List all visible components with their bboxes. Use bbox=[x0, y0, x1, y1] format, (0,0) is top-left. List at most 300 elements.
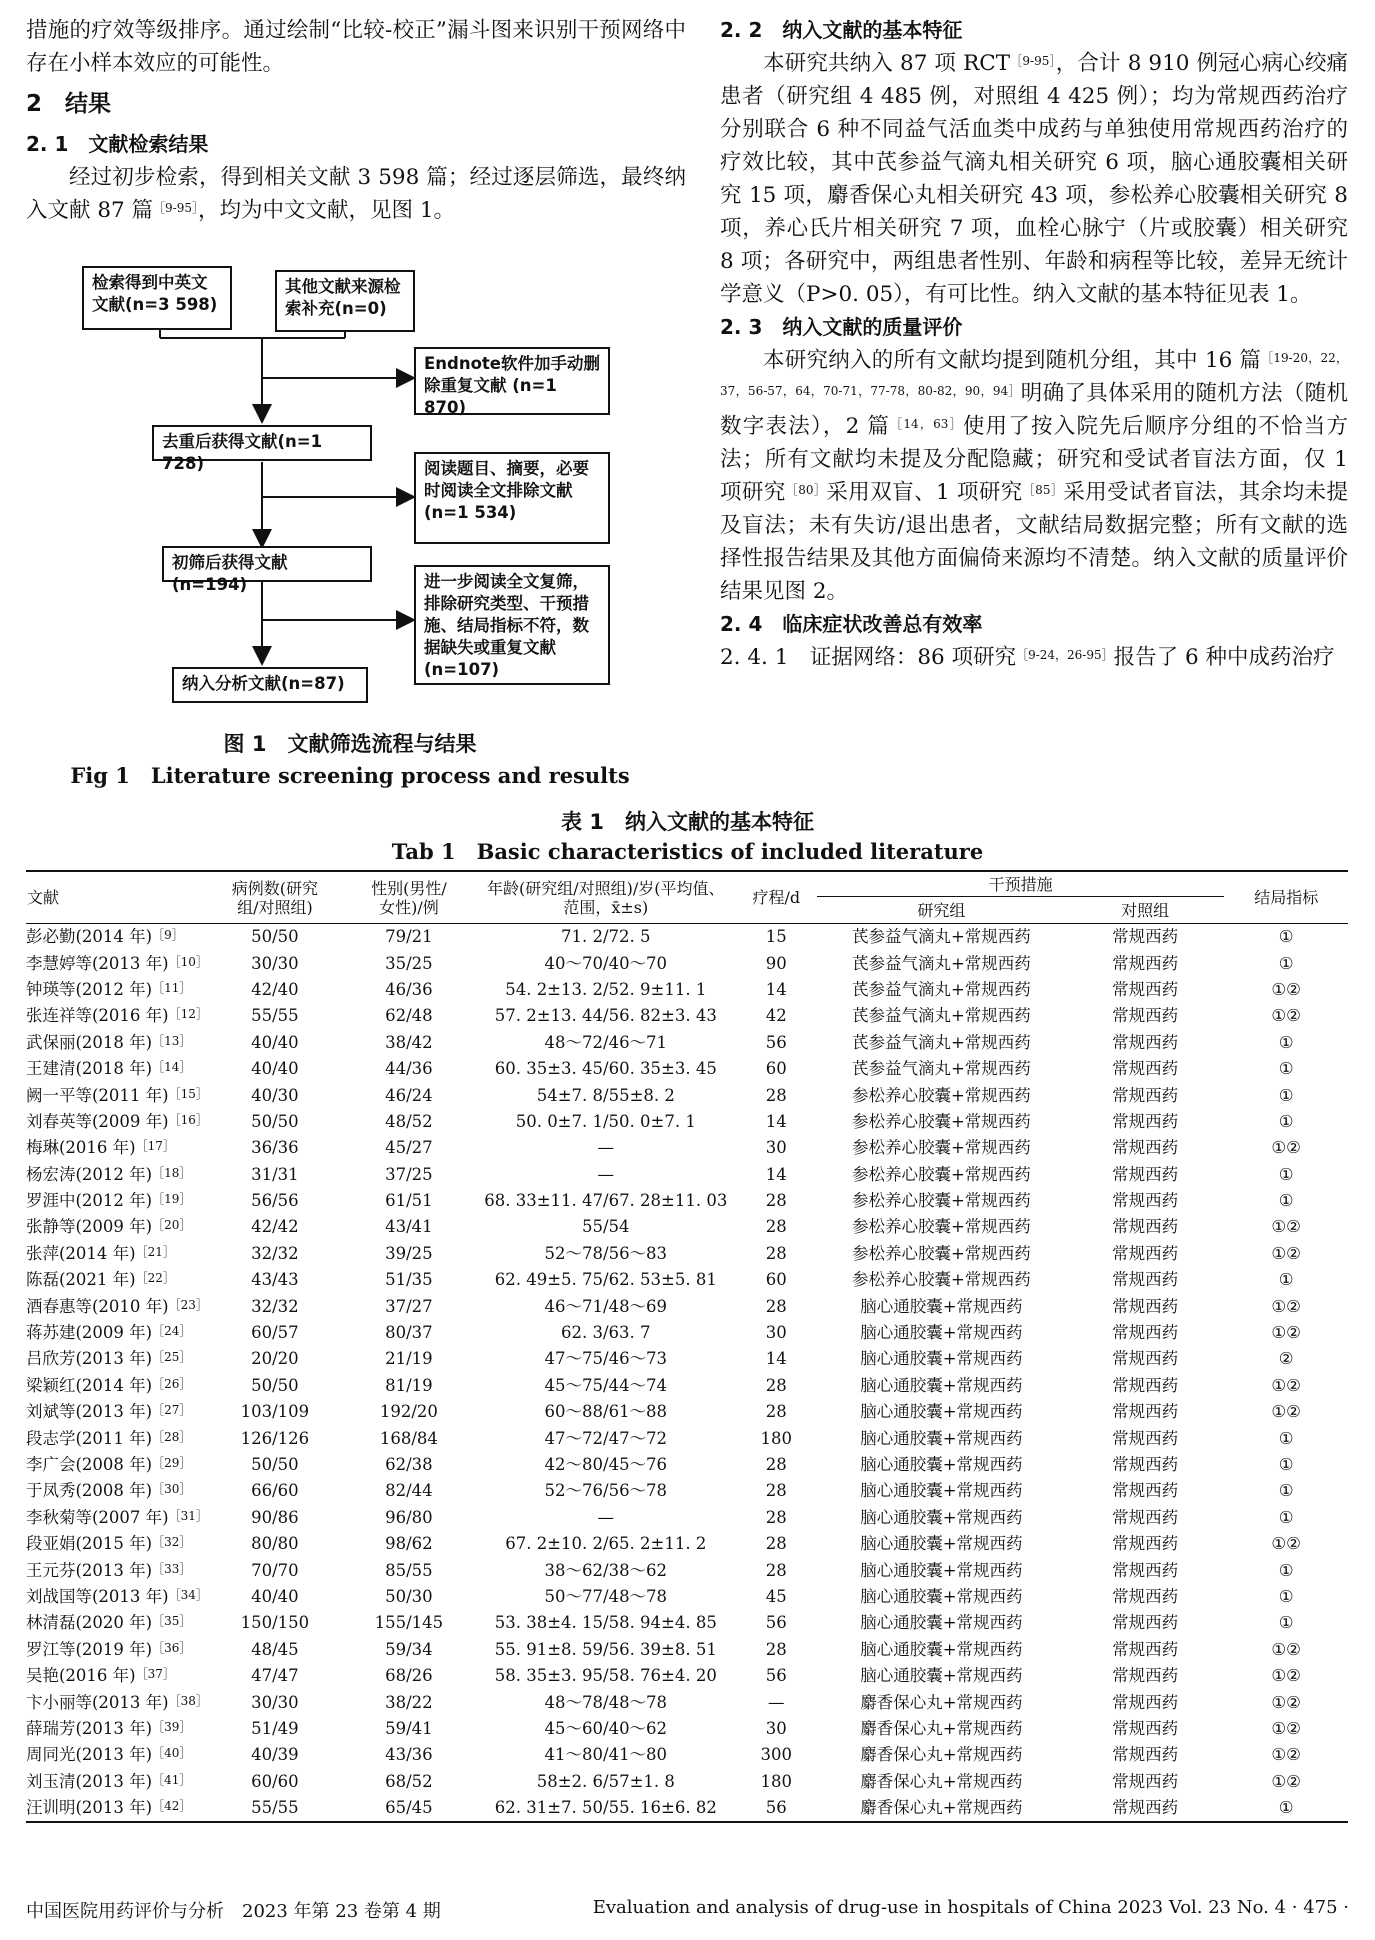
table-cell-treat: 参松养心胶囊+常规西药 bbox=[851, 1243, 1031, 1263]
table-cell-age: 46～71/48～69 bbox=[544, 1296, 668, 1316]
table-cell-sex: 80/37 bbox=[385, 1323, 433, 1343]
table-row bbox=[26, 1689, 1348, 1715]
table-row bbox=[26, 1425, 1348, 1451]
col-header-course: 疗程/d bbox=[752, 888, 801, 907]
table-cell-course: 28 bbox=[765, 1481, 787, 1501]
table-cell-cases: 80/80 bbox=[251, 1534, 299, 1554]
table-row bbox=[26, 1188, 1348, 1214]
table-cell-age: 60. 35±3. 45/60. 35±3. 45 bbox=[494, 1059, 717, 1079]
table-cell-cases: 32/32 bbox=[251, 1296, 299, 1316]
table-cell-treat: 脑心通胶囊+常规西药 bbox=[860, 1375, 1023, 1395]
col-header-study: 文献 bbox=[27, 888, 60, 907]
table-row bbox=[26, 1531, 1348, 1557]
table-cell-sex: 62/48 bbox=[385, 1006, 433, 1026]
table-cell-cases: 40/40 bbox=[251, 1586, 299, 1606]
table-cell-treat: 麝香保心丸+常规西药 bbox=[860, 1692, 1023, 1712]
table-row bbox=[26, 950, 1348, 976]
table-cell-course: 28 bbox=[765, 1639, 787, 1659]
table-row bbox=[26, 977, 1348, 1003]
table-cell-control: 常规西药 bbox=[1112, 1164, 1179, 1184]
table-cell-treat: 脑心通胶囊+常规西药 bbox=[860, 1323, 1023, 1343]
table-cell-course: 42 bbox=[765, 1006, 787, 1026]
table-cell-study: 刘春英等(2009 年)$^{[16]}$ bbox=[26, 1111, 208, 1131]
table-cell-sex: 59/41 bbox=[385, 1718, 433, 1738]
table-cell-control: 常规西药 bbox=[1112, 1349, 1179, 1369]
table-cell-treat: 麝香保心丸+常规西药 bbox=[860, 1745, 1023, 1765]
citation: ［9-95］ bbox=[153, 201, 198, 215]
citation: ［34］ bbox=[168, 1587, 208, 1602]
table-cell-control: 常规西药 bbox=[1112, 927, 1179, 947]
table-cell-sex: 85/55 bbox=[385, 1560, 433, 1580]
table-cell-sex: 59/34 bbox=[385, 1639, 433, 1659]
table-cell-sex: 37/27 bbox=[385, 1296, 433, 1316]
table-cell-treat: 脑心通胶囊+常规西药 bbox=[860, 1560, 1023, 1580]
table-cell-course: 180 bbox=[760, 1428, 793, 1448]
table-cell-age: 47～75/46～73 bbox=[544, 1349, 668, 1369]
table-cell-outcome: ①② bbox=[1271, 1745, 1301, 1765]
table-cell-sex: 68/26 bbox=[385, 1666, 433, 1686]
citation: ［22］ bbox=[135, 1271, 175, 1286]
footer-journal-en: Evaluation and analysis of drug-use in hospitals of China 2023 Vol. 23 No. 4 · 475 · bbox=[592, 1897, 1349, 1918]
table-cell-age: 62. 31±7. 50/55. 16±6. 82 bbox=[494, 1798, 717, 1818]
figure-caption-cn: 图 1 文献筛选流程与结果 bbox=[223, 732, 477, 756]
table-cell-outcome: ① bbox=[1278, 1032, 1294, 1052]
table-row bbox=[26, 1742, 1348, 1768]
table-cell-course: 28 bbox=[765, 1560, 787, 1580]
table-cell-control: 常规西药 bbox=[1112, 1771, 1179, 1791]
table-cell-study: 蒋苏建(2009 年)$^{[24]}$ bbox=[26, 1323, 192, 1343]
citation: ［12］ bbox=[168, 1007, 208, 1022]
table-cell-course: 56 bbox=[765, 1032, 787, 1052]
table-cell-outcome: ① bbox=[1278, 1586, 1294, 1606]
col-header-sex: 性别(男性/女性)/例 bbox=[371, 878, 447, 917]
table-cell-study: 钟瑛等(2012 年)$^{[11]}$ bbox=[26, 979, 192, 999]
table-cell-course: 28 bbox=[765, 1534, 787, 1554]
table-cell-control: 常规西药 bbox=[1112, 1639, 1179, 1659]
table-cell-study: 陈磊(2021 年)$^{[22]}$ bbox=[26, 1270, 175, 1290]
table-cell-outcome: ① bbox=[1278, 1455, 1294, 1474]
table-cell-course: 14 bbox=[765, 979, 787, 999]
table-row bbox=[26, 1320, 1348, 1346]
table-row bbox=[26, 1663, 1348, 1689]
table-cell-age: 52～76/56～78 bbox=[544, 1481, 668, 1501]
table-cell-control: 常规西药 bbox=[1112, 1032, 1179, 1052]
table-cell-age: 48～72/46～71 bbox=[544, 1032, 668, 1052]
table-row bbox=[26, 1557, 1348, 1583]
citation: ［36］ bbox=[152, 1640, 192, 1655]
table-cell-cases: 40/40 bbox=[251, 1059, 299, 1079]
citation: ［16］ bbox=[168, 1112, 208, 1127]
flow-box-exclude-abstract: 阅读题目、摘要，必要时阅读全文排除文献(n=1 534) bbox=[414, 452, 610, 544]
table-cell-course: 60 bbox=[765, 1059, 787, 1079]
table-cell-outcome: ① bbox=[1278, 953, 1294, 973]
table-cell-study: 罗江等(2019 年)$^{[36]}$ bbox=[26, 1639, 192, 1659]
table-row bbox=[26, 1030, 1348, 1056]
table-cell-cases: 60/60 bbox=[251, 1771, 299, 1791]
table-cell-sex: 79/21 bbox=[385, 927, 433, 947]
table-cell-treat: 芪参益气滴丸+常规西药 bbox=[851, 979, 1031, 999]
table-cell-control: 常规西药 bbox=[1112, 979, 1179, 999]
table-title-cn: 表 1 纳入文献的基本特征 bbox=[561, 810, 814, 834]
table-cell-age: — bbox=[597, 1138, 615, 1158]
table-cell-study: 阙一平等(2011 年)$^{[15]}$ bbox=[26, 1085, 208, 1105]
table-cell-sex: 61/51 bbox=[385, 1191, 433, 1211]
table-row bbox=[26, 1399, 1348, 1425]
table-cell-treat: 麝香保心丸+常规西药 bbox=[860, 1798, 1023, 1818]
citation: ［30］ bbox=[152, 1482, 192, 1497]
citation: ［39］ bbox=[152, 1719, 192, 1734]
table-row bbox=[26, 1346, 1348, 1372]
table-cell-cases: 20/20 bbox=[251, 1349, 299, 1369]
col-header-outcome: 结局指标 bbox=[1254, 888, 1319, 907]
table-cell-course: 28 bbox=[765, 1296, 787, 1316]
table-cell-sex: 44/36 bbox=[385, 1059, 433, 1079]
table-cell-outcome: ①② bbox=[1271, 1296, 1301, 1316]
citation: ［85］ bbox=[1022, 483, 1064, 497]
table-cell-study: 张连祥等(2016 年)$^{[12]}$ bbox=[26, 1006, 208, 1026]
table-cell-course: 14 bbox=[765, 1111, 787, 1131]
table-cell-study: 张静等(2009 年)$^{[20]}$ bbox=[26, 1217, 192, 1237]
table-cell-treat: 脑心通胶囊+常规西药 bbox=[860, 1639, 1023, 1659]
table-row bbox=[26, 924, 1348, 951]
table-cell-age: 40～70/40～70 bbox=[544, 953, 668, 973]
table-cell-cases: 30/30 bbox=[251, 1692, 299, 1712]
basic-heading: 2. 2 纳入文献的基本特征 bbox=[720, 18, 963, 42]
flowchart-figure bbox=[0, 0, 700, 800]
table-cell-control: 常规西药 bbox=[1112, 1270, 1179, 1290]
table-cell-treat: 麝香保心丸+常规西药 bbox=[860, 1771, 1023, 1791]
col-header-age: 年龄(研究组/对照组)/岁(平均值、范围，x̄±s) bbox=[487, 878, 725, 917]
citation: ［17］ bbox=[135, 1139, 175, 1154]
table-cell-age: 38～62/38～62 bbox=[544, 1560, 668, 1580]
table-cell-treat: 芪参益气滴丸+常规西药 bbox=[851, 1032, 1031, 1052]
table-cell-sex: 155/145 bbox=[374, 1613, 444, 1633]
table-cell-course: 300 bbox=[760, 1745, 793, 1765]
table-row bbox=[26, 1637, 1348, 1663]
table-body bbox=[26, 924, 1348, 1823]
table-cell-treat: 脑心通胶囊+常规西药 bbox=[860, 1481, 1023, 1501]
table-cell-age: 53. 38±4. 15/58. 94±4. 85 bbox=[494, 1613, 717, 1633]
table-cell-sex: 39/25 bbox=[385, 1243, 433, 1263]
table-cell-cases: 36/36 bbox=[251, 1138, 299, 1158]
table-cell-age: 54±7. 8/55±8. 2 bbox=[536, 1085, 675, 1105]
table-row bbox=[26, 1056, 1348, 1082]
col-header-cases: 病例数(研究组/对照组) bbox=[231, 878, 319, 917]
table-row bbox=[26, 1584, 1348, 1610]
table-cell-treat: 脑心通胶囊+常规西药 bbox=[860, 1349, 1023, 1369]
table-cell-control: 常规西药 bbox=[1112, 1745, 1179, 1765]
table-cell-age: 54. 2±13. 2/52. 9±11. 1 bbox=[505, 979, 707, 999]
table-cell-outcome: ①② bbox=[1271, 1692, 1301, 1712]
citation: ［14，63］ bbox=[890, 417, 963, 431]
citation: ［18］ bbox=[152, 1165, 192, 1180]
table-cell-age: 58±2. 6/57±1. 8 bbox=[536, 1771, 675, 1791]
table-cell-cases: 50/50 bbox=[251, 1375, 299, 1395]
table-cell-control: 常规西药 bbox=[1112, 1428, 1179, 1448]
table-cell-sex: 43/41 bbox=[385, 1217, 433, 1237]
table-cell-treat: 芪参益气滴丸+常规西药 bbox=[851, 1059, 1031, 1079]
table-cell-outcome: ①② bbox=[1271, 1323, 1301, 1343]
results-heading: 2 结果 bbox=[26, 91, 112, 117]
table-cell-study: 梁颖红(2014 年)$^{[26]}$ bbox=[26, 1375, 192, 1395]
table-cell-study: 刘玉清(2013 年)$^{[41]}$ bbox=[26, 1771, 192, 1791]
table-cell-control: 常规西药 bbox=[1112, 1560, 1179, 1580]
citation: ［21］ bbox=[135, 1244, 175, 1259]
table-cell-age: 60～88/61～88 bbox=[544, 1402, 668, 1422]
table-cell-sex: 43/36 bbox=[385, 1745, 433, 1765]
table-cell-course: 30 bbox=[765, 1718, 787, 1738]
table-cell-outcome: ①② bbox=[1271, 1534, 1301, 1554]
table-cell-study: 罗涯中(2012 年)$^{[19]}$ bbox=[26, 1191, 192, 1211]
table-row bbox=[26, 1293, 1348, 1319]
table-cell-cases: 56/56 bbox=[251, 1191, 299, 1211]
table-cell-cases: 50/50 bbox=[251, 1111, 299, 1131]
table-cell-control: 常规西药 bbox=[1112, 953, 1179, 973]
table-cell-sex: 65/45 bbox=[385, 1798, 433, 1818]
table-cell-course: 28 bbox=[765, 1085, 787, 1105]
table-cell-study: 李秋菊等(2007 年)$^{[31]}$ bbox=[26, 1507, 208, 1527]
table-cell-sex: 46/36 bbox=[385, 979, 433, 999]
citation: ［29］ bbox=[152, 1456, 192, 1470]
table-cell-outcome: ① bbox=[1278, 1798, 1294, 1818]
table-cell-sex: 37/25 bbox=[385, 1164, 433, 1184]
intro-paragraph: 措施的疗效等级排序。通过绘制“比较-校正”漏斗图来识别干预网络中存在小样本效应的可能性。 bbox=[26, 18, 686, 76]
table-cell-cases: 103/109 bbox=[240, 1402, 310, 1422]
table-cell-control: 常规西药 bbox=[1112, 1666, 1179, 1686]
table-cell-age: — bbox=[597, 1507, 615, 1527]
table-cell-course: 14 bbox=[765, 1164, 787, 1184]
citation: ［38］ bbox=[168, 1693, 208, 1708]
table-cell-study: 李慧婷等(2013 年)$^{[10]}$ bbox=[26, 953, 208, 973]
table-cell-treat: 脑心通胶囊+常规西药 bbox=[860, 1534, 1023, 1554]
flow-box-after-dedup: 去重后获得文献(n=1 728) bbox=[152, 425, 372, 461]
figure-caption-en: Fig 1 Literature screening process and results bbox=[70, 763, 630, 788]
table-cell-age: 52～78/56～83 bbox=[544, 1243, 668, 1263]
table-cell-course: 56 bbox=[765, 1798, 787, 1818]
table-cell-treat: 脑心通胶囊+常规西药 bbox=[860, 1586, 1023, 1606]
table-cell-outcome: ① bbox=[1278, 1507, 1294, 1527]
table-cell-control: 常规西药 bbox=[1112, 1217, 1179, 1237]
table-cell-outcome: ① bbox=[1278, 1191, 1294, 1211]
table-row bbox=[26, 1795, 1348, 1822]
table-cell-age: 67. 2±10. 2/65. 2±11. 2 bbox=[505, 1534, 707, 1554]
table-row bbox=[26, 1478, 1348, 1504]
table-cell-treat: 参松养心胶囊+常规西药 bbox=[851, 1164, 1031, 1184]
table-cell-treat: 参松养心胶囊+常规西药 bbox=[851, 1085, 1031, 1105]
table-cell-course: 56 bbox=[765, 1666, 787, 1686]
footer-journal-cn: 中国医院用药评价与分析 2023 年第 23 卷第 4 期 bbox=[26, 1901, 441, 1922]
citation: ［19］ bbox=[152, 1192, 192, 1207]
citation: ［24］ bbox=[152, 1324, 192, 1339]
table-cell-control: 常规西药 bbox=[1112, 1507, 1179, 1527]
citation: ［9］ bbox=[152, 928, 184, 943]
table-cell-control: 常规西药 bbox=[1112, 1085, 1179, 1105]
table-cell-sex: 81/19 bbox=[385, 1375, 433, 1395]
quality-heading: 2. 3 纳入文献的质量评价 bbox=[720, 315, 963, 339]
table-cell-treat: 脑心通胶囊+常规西药 bbox=[860, 1613, 1023, 1633]
table-cell-study: 薛瑞芳(2013 年)$^{[39]}$ bbox=[26, 1718, 192, 1738]
table-cell-study: 汪训明(2013 年)$^{[42]}$ bbox=[26, 1798, 192, 1818]
search-paragraph: 经过初步检索，得到相关文献 3 598 篇；经过逐层筛选，最终纳入文献 87 篇$^{[9-95]}$，均为中文文献，见图 1。 bbox=[26, 165, 686, 223]
citation: ［37］ bbox=[135, 1667, 175, 1682]
citation: ［32］ bbox=[152, 1535, 192, 1550]
table-row bbox=[26, 1267, 1348, 1293]
citation: ［23］ bbox=[168, 1297, 208, 1312]
citation: ［25］ bbox=[152, 1350, 192, 1365]
table-cell-sex: 45/27 bbox=[385, 1138, 433, 1158]
table-cell-outcome: ①② bbox=[1271, 1138, 1301, 1158]
citation: ［14］ bbox=[152, 1060, 192, 1075]
table-cell-age: 71. 2/72. 5 bbox=[561, 927, 651, 947]
quality-paragraph: 本研究纳入的所有文献均提到随机分组，其中 16 篇$^{[19-20,22,37,56-57,64,70-71,77-78,80-82,90,94]}$明确了具体采用的随机方法（随机数字表法），2 篇$^{[14,63]}$使用了按入院先后顺序分组的不恰当方法；所有文献均未提及分配隐藏；研究和受试者盲法方面，仅 1 项研究$^{[80]}$采用双盲、1 项研究$^{[85]}$采用受试者盲法，其余均未提及盲法；未有失访/退出患者，文献结局数据完整；所有文献的选择性报告结果及其他方面偏倚来源均不清楚。纳入文献的质量评价结果见图 2。 bbox=[720, 348, 1348, 604]
table-cell-study: 王建清(2018 年)$^{[14]}$ bbox=[26, 1059, 192, 1079]
citation: ［15］ bbox=[168, 1086, 208, 1101]
citation: ［9-95］ bbox=[1010, 54, 1056, 68]
table-row bbox=[26, 1109, 1348, 1135]
table-cell-control: 常规西药 bbox=[1112, 1534, 1179, 1554]
table-row bbox=[26, 1769, 1348, 1795]
table-cell-control: 常规西药 bbox=[1112, 1586, 1179, 1606]
table-cell-course: 30 bbox=[765, 1323, 787, 1343]
table-cell-study: 李广会(2008 年)$^{[29]}$ bbox=[26, 1455, 192, 1474]
table-cell-course: 28 bbox=[765, 1217, 787, 1237]
table-cell-study: 于凤秀(2008 年)$^{[30]}$ bbox=[26, 1481, 192, 1501]
flow-box-dedup: Endnote软件加手动删除重复文献 (n=1 870) bbox=[414, 347, 610, 415]
table-cell-study: 吕欣芳(2013 年)$^{[25]}$ bbox=[26, 1349, 192, 1369]
citation: ［28］ bbox=[152, 1429, 192, 1444]
table-cell-outcome: ② bbox=[1278, 1349, 1294, 1369]
table-row bbox=[26, 1241, 1348, 1267]
table-cell-control: 常规西药 bbox=[1112, 1481, 1179, 1501]
table-cell-course: 28 bbox=[765, 1243, 787, 1263]
table-cell-treat: 芪参益气滴丸+常规西药 bbox=[851, 927, 1031, 947]
flow-box-after-screening: 初筛后获得文献(n=194) bbox=[162, 546, 372, 582]
table-cell-treat: 麝香保心丸+常规西药 bbox=[860, 1718, 1023, 1738]
table-cell-outcome: ① bbox=[1278, 1085, 1294, 1105]
table-cell-cases: 42/42 bbox=[251, 1217, 299, 1237]
table-cell-sex: 35/25 bbox=[385, 953, 433, 973]
table-cell-age: 68. 33±11. 47/67. 28±11. 03 bbox=[484, 1191, 728, 1211]
table-row bbox=[26, 1716, 1348, 1742]
table-cell-study: 林清磊(2020 年)$^{[35]}$ bbox=[26, 1613, 192, 1633]
table-cell-course: 180 bbox=[760, 1771, 793, 1791]
table-cell-age: 55/54 bbox=[582, 1217, 630, 1237]
citation: ［26］ bbox=[152, 1376, 192, 1391]
table-cell-course: 28 bbox=[765, 1402, 787, 1422]
table-cell-treat: 芪参益气滴丸+常规西药 bbox=[851, 1006, 1031, 1026]
characteristics-table bbox=[26, 870, 1348, 1823]
table-cell-control: 常规西药 bbox=[1112, 1323, 1179, 1343]
basic-paragraph: 本研究共纳入 87 项 $RCT^{[9-95]}$，合计 8 910 例冠心病心绞痛患者（研究组 4 485 例，对照组 4 425 例）；均为常规西药治疗分别联合 6 种不同益气活血类中成药与单独使用常规西药治疗的疗效比较，其中芪参益气滴丸相关研究 6 项，脑心通胶囊相关研究 15 项，麝香保心丸相关研究 43 项，参松养心胶囊相关研究 8 项，养心氏片相关研究 7 项，血栓心脉宁（片或胶囊）相关研究 8 项；各研究中，两组患者性别、年龄和病程等比较，差异无统计学意义（P>0. 05），有可比性。纳入文献的基本特征见表 1。 bbox=[720, 51, 1348, 307]
table-cell-course: 15 bbox=[765, 927, 787, 947]
table-cell-study: 刘战国等(2013 年)$^{[34]}$ bbox=[26, 1586, 208, 1606]
table-cell-outcome: ①② bbox=[1271, 1666, 1301, 1686]
citation: ［80］ bbox=[785, 483, 827, 497]
table-cell-sex: 46/24 bbox=[385, 1085, 433, 1105]
table-cell-treat: 脑心通胶囊+常规西药 bbox=[860, 1455, 1023, 1474]
table-cell-outcome: ①② bbox=[1271, 1718, 1301, 1738]
table-cell-treat: 参松养心胶囊+常规西药 bbox=[851, 1191, 1031, 1211]
right-column bbox=[720, 14, 1348, 674]
table-cell-age: 50～77/48～78 bbox=[544, 1586, 668, 1606]
table-cell-age: 57. 2±13. 44/56. 82±3. 43 bbox=[494, 1006, 717, 1026]
citation: ［40］ bbox=[152, 1746, 192, 1761]
table-cell-study: 周同光(2013 年)$^{[40]}$ bbox=[26, 1745, 192, 1765]
table-cell-cases: 50/50 bbox=[251, 1455, 299, 1474]
citation: ［33］ bbox=[152, 1561, 192, 1576]
citation: ［31］ bbox=[168, 1508, 208, 1523]
table-cell-outcome: ① bbox=[1278, 1428, 1294, 1448]
table-cell-age: 48～78/48～78 bbox=[544, 1692, 668, 1712]
col-header-intervention: 干预措施 bbox=[817, 871, 1224, 897]
table-cell-cases: 55/55 bbox=[251, 1006, 299, 1026]
table-cell-sex: 98/62 bbox=[385, 1534, 433, 1554]
table-cell-study: 武保丽(2018 年)$^{[13]}$ bbox=[26, 1032, 192, 1052]
flow-box-included: 纳入分析文献(n=87) bbox=[172, 667, 368, 703]
table-cell-study: 吴艳(2016 年)$^{[37]}$ bbox=[26, 1666, 175, 1686]
table-row bbox=[26, 1135, 1348, 1161]
table-cell-course: 30 bbox=[765, 1138, 787, 1158]
table-cell-control: 常规西药 bbox=[1112, 1296, 1179, 1316]
table-cell-treat: 脑心通胶囊+常规西药 bbox=[860, 1507, 1023, 1527]
table-cell-age: 58. 35±3. 95/58. 76±4. 20 bbox=[494, 1666, 717, 1686]
table-title-en: Tab 1 Basic characteristics of included literature bbox=[391, 839, 984, 864]
table-cell-control: 常规西药 bbox=[1112, 1798, 1179, 1818]
table-cell-outcome: ①② bbox=[1271, 979, 1301, 999]
table-cell-control: 常规西药 bbox=[1112, 1006, 1179, 1026]
citation: ［41］ bbox=[152, 1772, 192, 1787]
citation: ［11］ bbox=[152, 980, 192, 995]
table-cell-cases: 55/55 bbox=[251, 1798, 299, 1818]
table-row bbox=[26, 1505, 1348, 1531]
table-cell-course: 90 bbox=[765, 953, 787, 973]
table-cell-outcome: ① bbox=[1278, 1481, 1294, 1501]
table-cell-sex: 192/20 bbox=[379, 1402, 438, 1422]
table-cell-cases: 40/40 bbox=[251, 1032, 299, 1052]
table-cell-cases: 40/39 bbox=[251, 1745, 299, 1765]
table-cell-outcome: ①② bbox=[1271, 1217, 1301, 1237]
table-cell-course: 28 bbox=[765, 1507, 787, 1527]
table-cell-cases: 42/40 bbox=[251, 979, 299, 999]
table-cell-outcome: ①② bbox=[1271, 1402, 1301, 1422]
table-cell-sex: 50/30 bbox=[385, 1586, 433, 1606]
table-cell-treat: 芪参益气滴丸+常规西药 bbox=[851, 953, 1031, 973]
table-row bbox=[26, 1003, 1348, 1029]
table-cell-age: 42～80/45～76 bbox=[544, 1455, 668, 1474]
table-cell-sex: 48/52 bbox=[385, 1111, 433, 1131]
table-cell-cases: 30/30 bbox=[251, 953, 299, 973]
table-cell-age: 62. 3/63. 7 bbox=[561, 1323, 651, 1343]
table-row bbox=[26, 1162, 1348, 1188]
citation: ［27］ bbox=[152, 1403, 192, 1418]
table-cell-sex: 62/38 bbox=[385, 1455, 433, 1474]
table-row bbox=[26, 1610, 1348, 1636]
table-cell-control: 常规西药 bbox=[1112, 1718, 1179, 1738]
table-cell-control: 常规西药 bbox=[1112, 1613, 1179, 1633]
table-cell-outcome: ① bbox=[1278, 927, 1294, 947]
table-cell-control: 常规西药 bbox=[1112, 1111, 1179, 1131]
table-cell-outcome: ①② bbox=[1271, 1771, 1301, 1791]
table-cell-cases: 40/30 bbox=[251, 1085, 299, 1105]
table-cell-cases: 51/49 bbox=[251, 1718, 299, 1738]
table-cell-treat: 参松养心胶囊+常规西药 bbox=[851, 1270, 1031, 1290]
table-cell-sex: 38/42 bbox=[385, 1032, 433, 1052]
table-cell-cases: 70/70 bbox=[251, 1560, 299, 1580]
table-cell-course: 60 bbox=[765, 1270, 787, 1290]
table-cell-age: 62. 49±5. 75/62. 53±5. 81 bbox=[494, 1270, 717, 1290]
table-cell-cases: 60/57 bbox=[251, 1323, 299, 1343]
table-cell-cases: 126/126 bbox=[240, 1428, 310, 1448]
